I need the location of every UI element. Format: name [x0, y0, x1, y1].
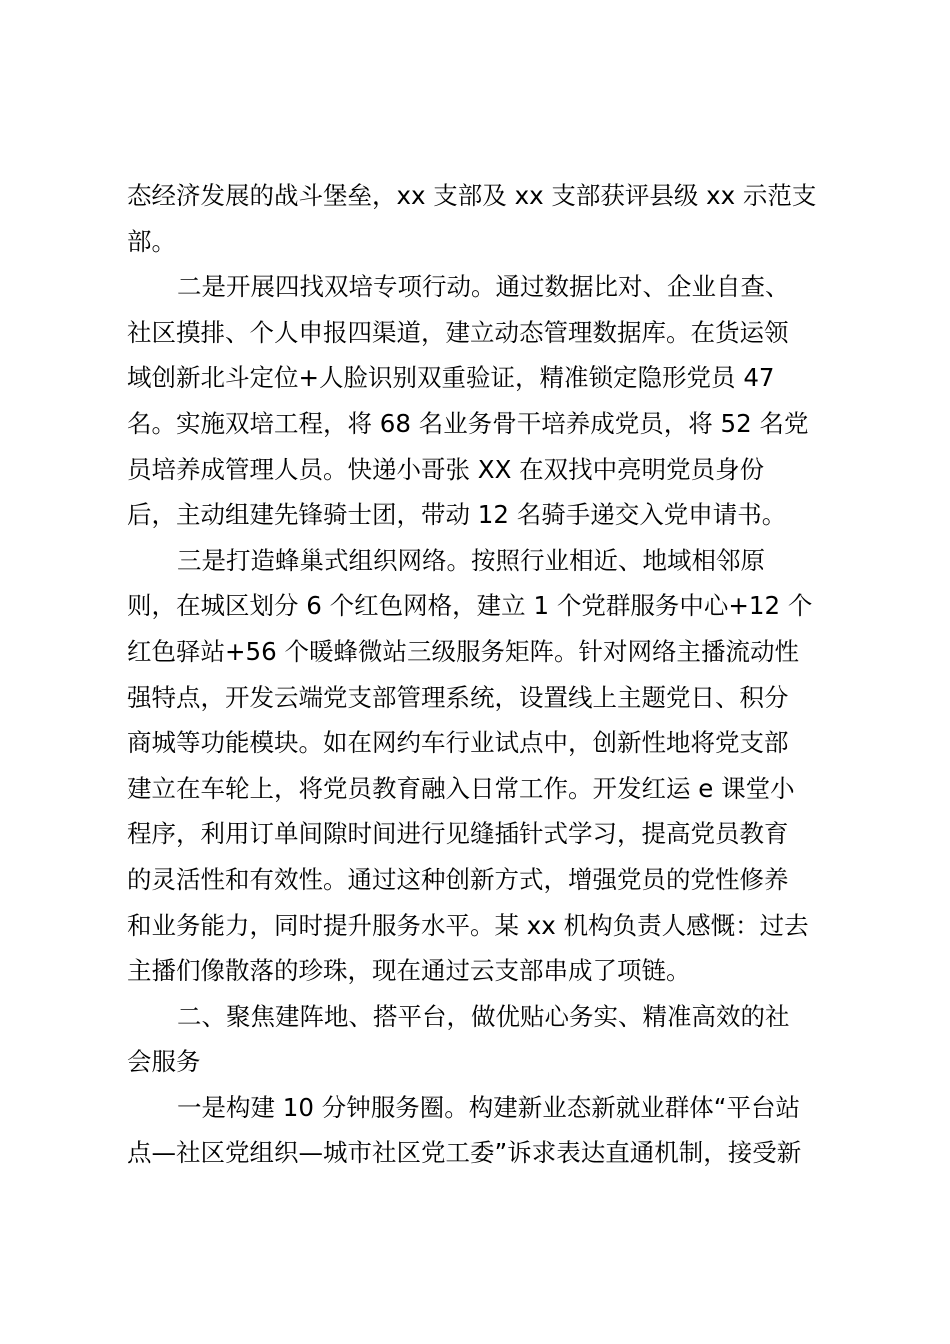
- text-line: 的灵活性和有效性。通过这种创新方式，增强党员的党性修养: [127, 864, 789, 894]
- section-heading-line: 会服务: [127, 1047, 201, 1077]
- text-line: 强特点，开发云端党支部管理系统，设置线上主题党日、积分: [127, 682, 789, 712]
- text-line: 社区摸排、个人申报四渠道，建立动态管理数据库。在货运领: [127, 317, 789, 347]
- text-line: 和业务能力，同时提升服务水平。某 xx 机构负责人感慨：过去: [127, 910, 809, 940]
- text-line: 部。: [127, 226, 176, 256]
- text-line: 程序，利用订单间隙时间进行见缝插针式学习，提高党员教育: [127, 819, 789, 849]
- text-line: 点—社区党组织—城市社区党工委”诉求表达直通机制，接受新: [127, 1138, 802, 1168]
- text-line: 名。实施双培工程，将 68 名业务骨干培养成党员，将 52 名党: [127, 408, 809, 438]
- section-heading-line: 二、聚焦建阵地、搭平台，做优贴心务实、精准高效的社: [177, 1001, 790, 1031]
- paragraph-start-line: 一是构建 10 分钟服务圈。构建新业态新就业群体“平台站: [177, 1092, 800, 1122]
- text-line: 红色驿站+56 个暖蜂微站三级服务矩阵。针对网络主播流动性: [127, 636, 799, 666]
- text-line: 域创新北斗定位+人脸识别双重验证，精准锁定隐形党员 47: [127, 363, 775, 393]
- text-line: 商城等功能模块。如在网约车行业试点中，创新性地将党支部: [127, 728, 789, 758]
- paragraph-start-line: 二是开展四找双培专项行动。通过数据比对、企业自查、: [177, 272, 790, 302]
- text-line: 后，主动组建先锋骑士团，带动 12 名骑手递交入党申请书。: [127, 500, 787, 530]
- paragraph-start-line: 三是打造蜂巢式组织网络。按照行业相近、地域相邻原: [177, 545, 765, 575]
- text-line: 态经济发展的战斗堡垒，xx 支部及 xx 支部获评县级 xx 示范支: [127, 181, 817, 210]
- text-line: 建立在车轮上，将党员教育融入日常工作。开发红运 e 课堂小: [127, 773, 795, 803]
- text-line: 则，在城区划分 6 个红色网格，建立 1 个党群服务中心+12 个: [127, 591, 813, 621]
- text-line: 主播们像散落的珍珠，现在通过云支部串成了项链。: [127, 956, 691, 986]
- text-line: 员培养成管理人员。快递小哥张 XX 在双找中亮明党员身份: [127, 454, 765, 484]
- document-body: [127, 173, 829, 1176]
